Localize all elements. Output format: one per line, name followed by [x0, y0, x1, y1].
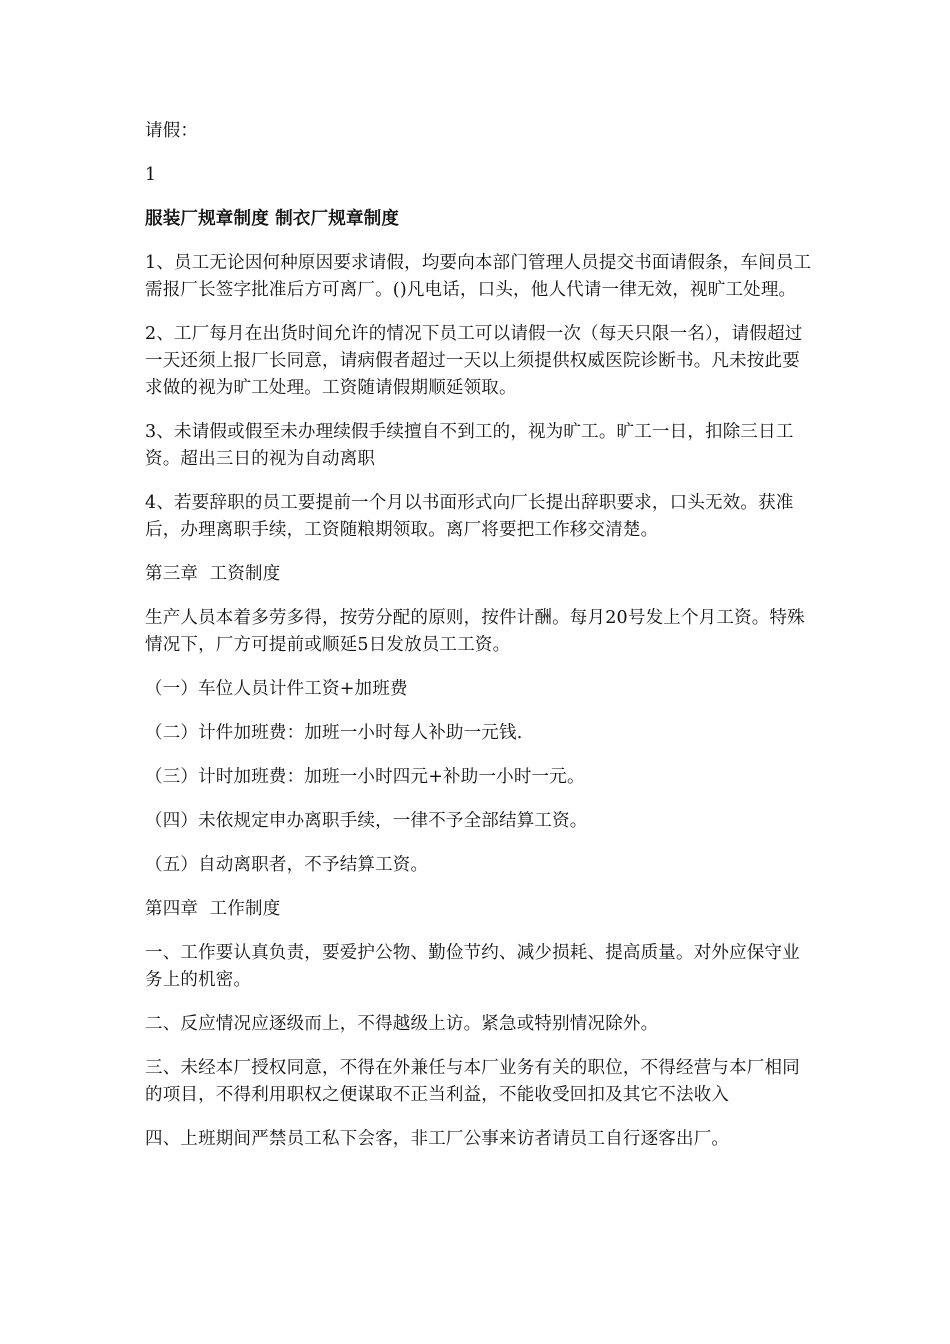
page-number: 1	[145, 165, 157, 185]
work-rule-4: 四、上班期间严禁员工私下会客，非工厂公事来访者请员工自行逐客出厂。	[145, 1129, 730, 1149]
leave-rule-4: 4、若要辞职的员工要提前一个月以书面形式向厂长提出辞职要求，口头无效。获准后，办理离职手续，工资随粮期领取。离厂将要把工作移交清楚。	[145, 493, 794, 540]
wage-item-5: （五）自动离职者，不予结算工资。	[145, 855, 429, 875]
document-body	[145, 118, 815, 1170]
wage-item-4: （四）未依规定申办离职手续，一律不予全部结算工资。	[145, 811, 588, 831]
document-title: 服装厂规章制度 制衣厂规章制度	[145, 209, 400, 229]
wage-item-3: （三）计时加班费：加班一小时四元+补助一小时一元。	[145, 767, 585, 787]
work-rule-1: 一、工作要认真负责，要爱护公物、勤俭节约、减少损耗、提高质量。对外应保守业务上的机密。	[145, 943, 800, 990]
work-rule-2: 二、反应情况应逐级而上，不得越级上访。紧急或特别情况除外。	[145, 1014, 659, 1034]
wage-item-2: （二）计件加班费：加班一小时每人补助一元钱.	[145, 723, 523, 743]
work-rule-3: 三、未经本厂授权同意，不得在外兼任与本厂业务有关的职位，不得经营与本厂相同的项目，不得利用职权之便谋取不正当利益，不能收受回扣及其它不法收入	[145, 1058, 800, 1105]
chapter-3-heading: 第三章 工资制度	[145, 564, 281, 584]
leave-rule-3: 3、未请假或假至未办理续假手续擅自不到工的，视为旷工。旷工一日，扣除三日工资。超出三日的视为自动离职	[145, 422, 794, 469]
wage-item-1: （一）车位人员计件工资+加班费	[145, 679, 408, 699]
leave-rule-2: 2、工厂每月在出货时间允许的情况下员工可以请假一次（每天只限一名），请假超过一天还须上报厂长同意，请病假者超过一天以上须提供权威医院诊断书。凡未按此要求做的视为旷工处理。工资随请假期顺延领取。	[145, 324, 803, 398]
leave-heading: 请假：	[145, 121, 199, 141]
leave-rule-1: 1、员工无论因何种原因要求请假，均要向本部门管理人员提交书面请假条，车间员工需报厂长签字批准后方可离厂。()凡电话，口头，他人代请一律无效，视旷工处理。	[145, 253, 812, 300]
chapter-4-heading: 第四章 工作制度	[145, 899, 281, 919]
wage-intro: 生产人员本着多劳多得，按劳分配的原则，按件计酬。每月20号发上个月工资。特殊情况下，厂方可提前或顺延5日发放员工工资。	[145, 608, 805, 655]
